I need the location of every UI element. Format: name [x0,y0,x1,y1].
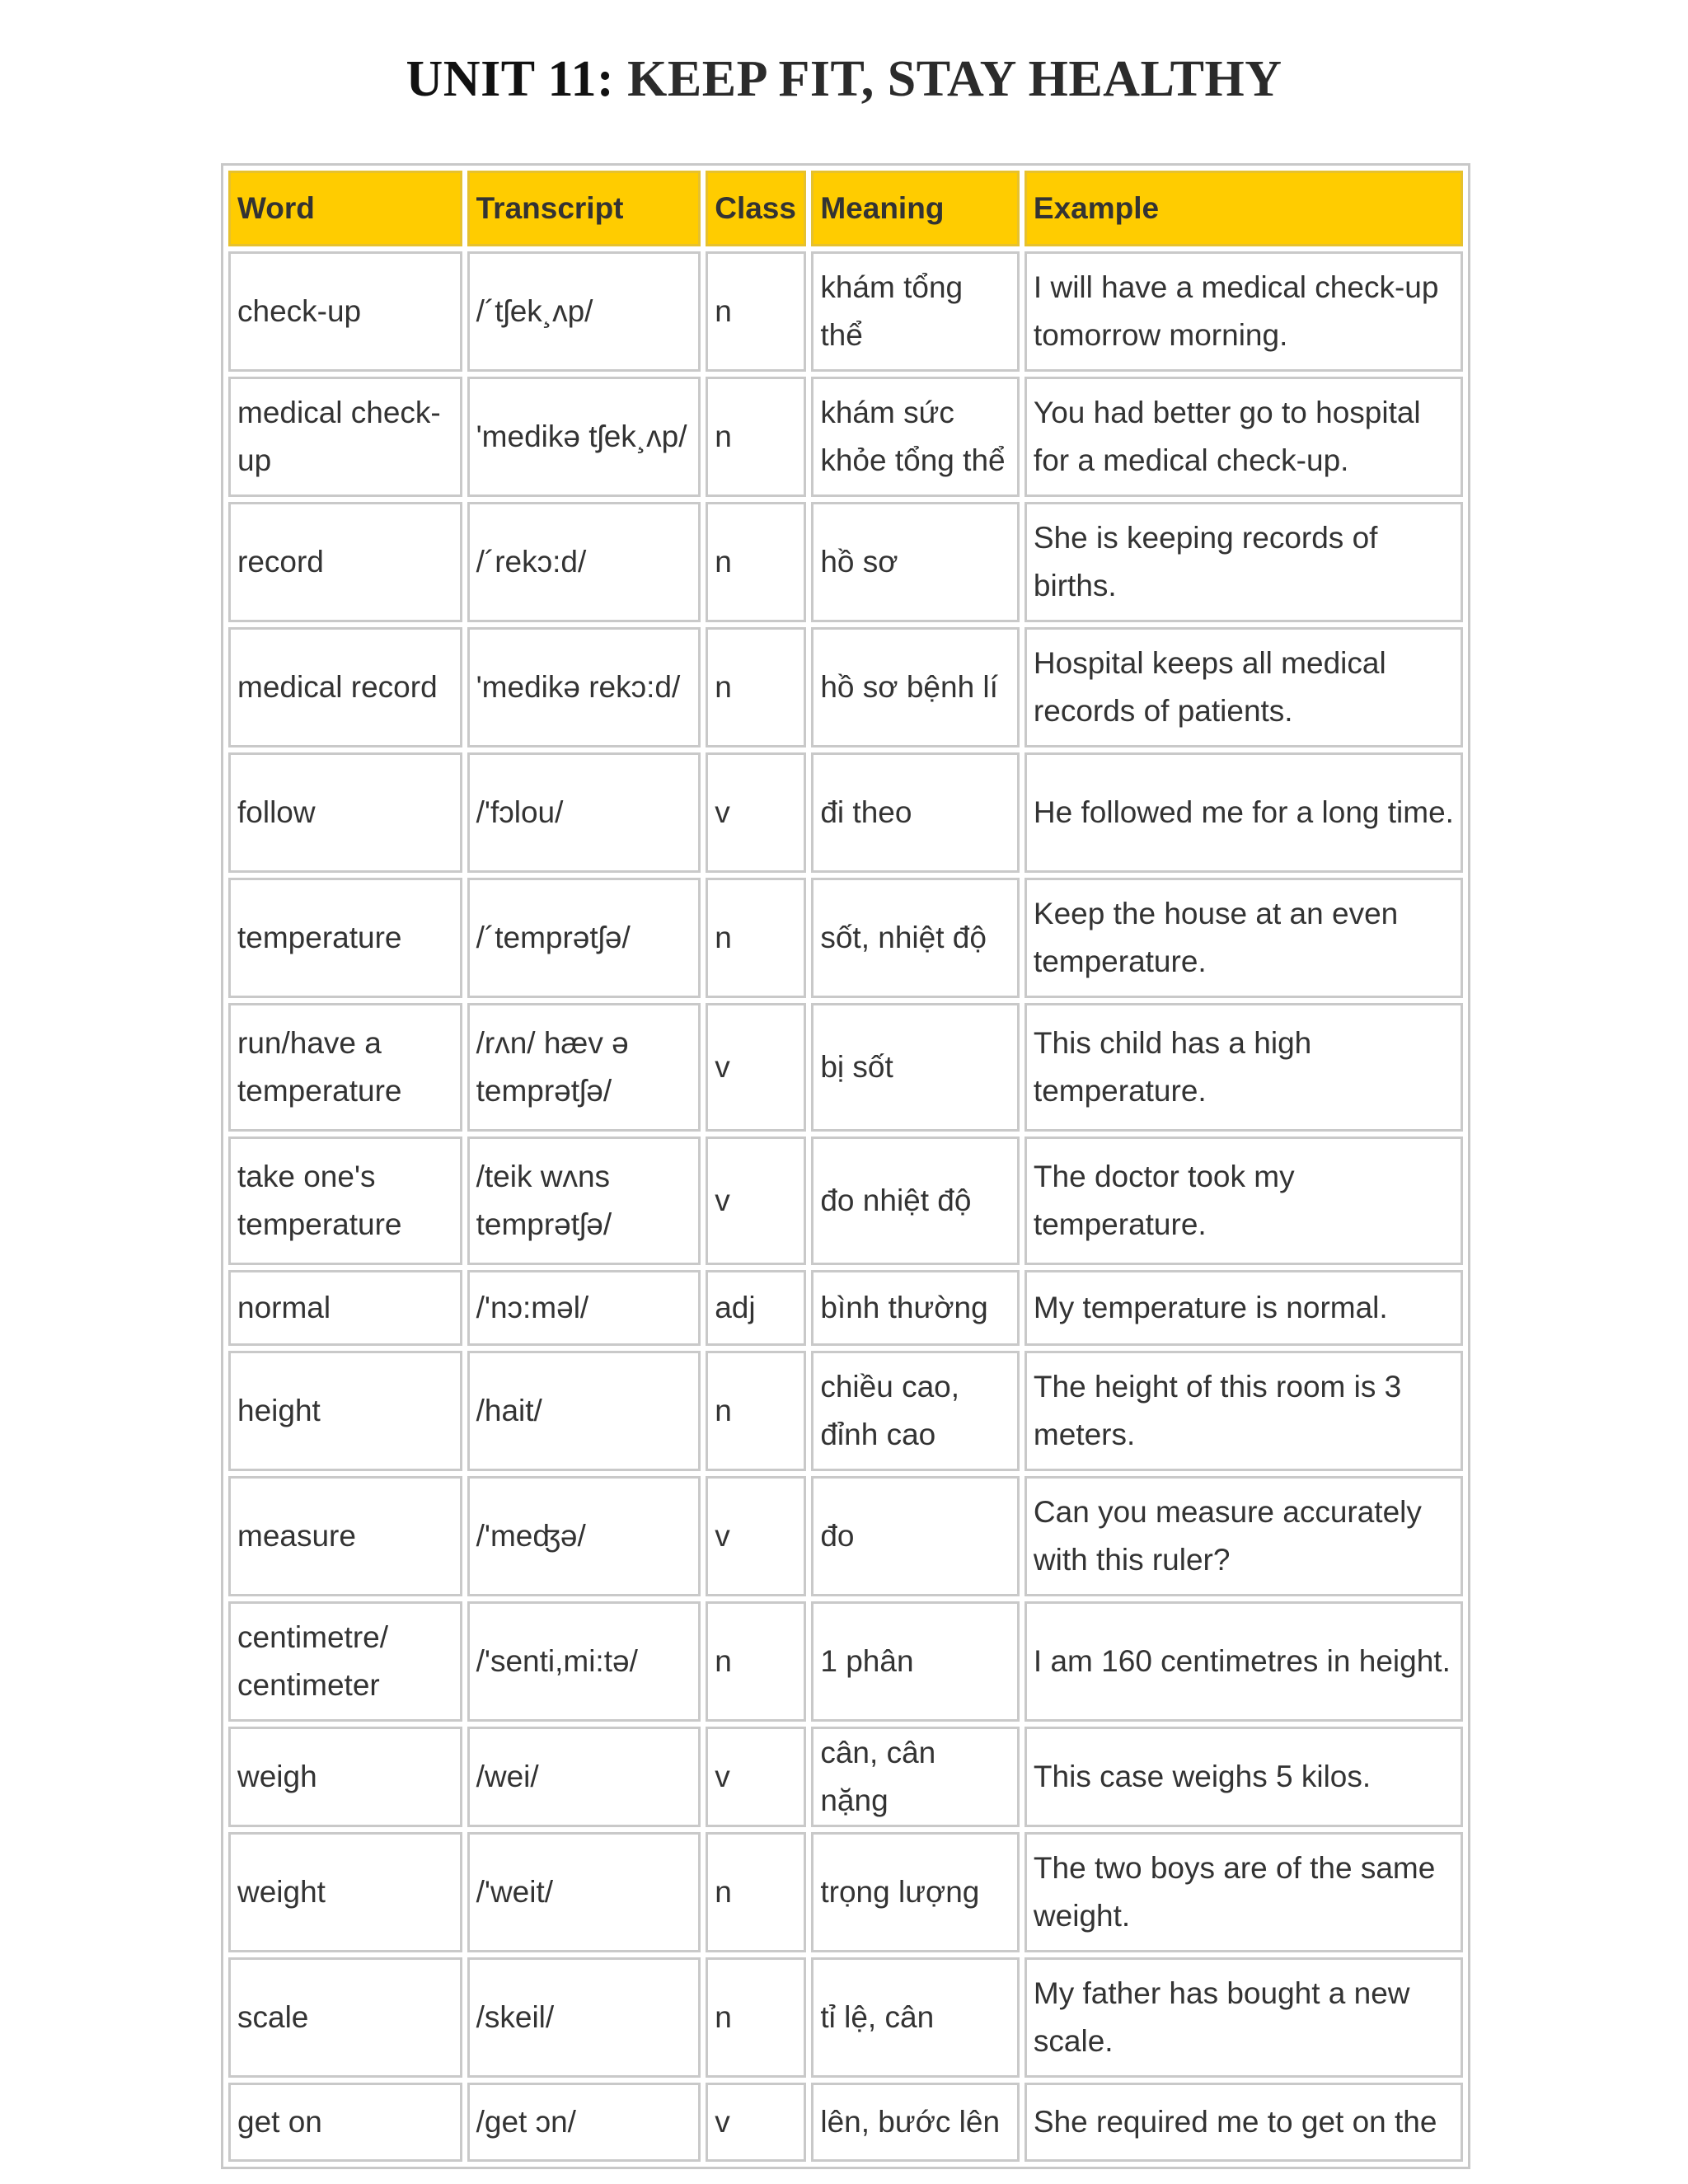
cell-class: n [706,1601,806,1722]
cell-word: medical check-up [228,377,462,497]
cell-class: v [706,1476,806,1596]
cell-meaning: đo [811,1476,1020,1596]
table-row [228,1727,1463,1827]
cell-word: record [228,502,462,622]
cell-example: I will have a medical check-up tomorrow morning. [1025,251,1463,372]
cell-meaning: tỉ lệ, cân [811,1957,1020,2078]
cell-word: temperature [228,878,462,998]
cell-meaning: lên, bước lên [811,2083,1020,2162]
vocabulary-table [221,163,1470,2169]
cell-class: n [706,627,806,748]
cell-meaning: đi theo [811,752,1020,873]
cell-transcript: /'fɔlou/ [467,752,701,873]
cell-class: n [706,878,806,998]
cell-example: The height of this room is 3 meters. [1025,1351,1463,1471]
cell-word: centimetre/ centimeter [228,1601,462,1722]
cell-word: get on [228,2083,462,2162]
cell-transcript: /rʌn/ hæv ə temprətʃə/ [467,1003,701,1132]
cell-class: n [706,1832,806,1952]
cell-meaning: sốt, nhiệt độ [811,878,1020,998]
cell-class: adj [706,1270,806,1346]
table-row [228,2083,1463,2162]
cell-class: n [706,502,806,622]
cell-example: She required me to get on the [1025,2083,1463,2162]
table-row [228,1832,1463,1952]
page-title-unit: UNIT 11: [406,51,615,107]
cell-word: check-up [228,251,462,372]
cell-word: take one's temperature [228,1137,462,1265]
cell-transcript: /´temprətʃə/ [467,878,701,998]
cell-class: n [706,377,806,497]
cell-transcript: /'nɔ:məl/ [467,1270,701,1346]
cell-meaning: 1 phân [811,1601,1020,1722]
cell-meaning: cân, cân nặng [811,1727,1020,1827]
cell-example: She is keeping records of births. [1025,502,1463,622]
table-row [228,377,1463,497]
cell-word: run/have a temperature [228,1003,462,1132]
table-row [228,1351,1463,1471]
cell-meaning: chiều cao, đỉnh cao [811,1351,1020,1471]
header-transcript: Transcript [467,171,701,246]
cell-example: I am 160 centimetres in height. [1025,1601,1463,1722]
cell-meaning: khám sức khỏe tổng thể [811,377,1020,497]
cell-transcript: /'senti,mi:tə/ [467,1601,701,1722]
cell-transcript: /get ɔn/ [467,2083,701,2162]
cell-example: This case weighs 5 kilos. [1025,1727,1463,1827]
cell-meaning: bị sốt [811,1003,1020,1132]
cell-class: v [706,2083,806,2162]
cell-transcript: /´tʃek¸ʌp/ [467,251,701,372]
table-row [228,1270,1463,1346]
cell-class: v [706,1137,806,1265]
cell-transcript: /wei/ [467,1727,701,1827]
table-row [228,251,1463,372]
cell-word: weight [228,1832,462,1952]
table-row [228,1137,1463,1265]
cell-class: n [706,1957,806,2078]
cell-meaning: hồ sơ bệnh lí [811,627,1020,748]
cell-transcript: /skeil/ [467,1957,701,2078]
cell-word: normal [228,1270,462,1346]
cell-class: v [706,1003,806,1132]
cell-meaning: khám tổng thể [811,251,1020,372]
table-row [228,1003,1463,1132]
cell-class: n [706,1351,806,1471]
cell-example: The doctor took my temperature. [1025,1137,1463,1265]
header-example: Example [1025,171,1463,246]
cell-transcript: /'meʤə/ [467,1476,701,1596]
header-class: Class [706,171,806,246]
cell-class: n [706,251,806,372]
cell-class: v [706,752,806,873]
cell-word: weigh [228,1727,462,1827]
cell-example: He followed me for a long time. [1025,752,1463,873]
cell-example: Keep the house at an even temperature. [1025,878,1463,998]
cell-example: Can you measure accurately with this ruler? [1025,1476,1463,1596]
cell-meaning: đo nhiệt độ [811,1137,1020,1265]
cell-transcript: /teik wʌns temprətʃə/ [467,1137,701,1265]
cell-transcript: /hait/ [467,1351,701,1471]
cell-example: This child has a high temperature. [1025,1003,1463,1132]
cell-word: medical record [228,627,462,748]
cell-transcript: 'medikə rekɔ:d/ [467,627,701,748]
cell-example: You had better go to hospital for a medical check-up. [1025,377,1463,497]
cell-word: follow [228,752,462,873]
cell-transcript: /´rekɔ:d/ [467,502,701,622]
cell-meaning: trọng lượng [811,1832,1020,1952]
cell-meaning: bình thường [811,1270,1020,1346]
header-row [228,171,1463,246]
cell-example: Hospital keeps all medical records of patients. [1025,627,1463,748]
cell-class: v [706,1727,806,1827]
cell-transcript: 'medikə tʃek¸ʌp/ [467,377,701,497]
table-row [228,878,1463,998]
header-meaning: Meaning [811,171,1020,246]
table-row [228,1601,1463,1722]
cell-transcript: /'weit/ [467,1832,701,1952]
table-row [228,1957,1463,2078]
table-row [228,627,1463,748]
page-title-text: KEEP FIT, STAY HEALTHY [614,51,1282,107]
page-title [0,48,1688,110]
cell-word: measure [228,1476,462,1596]
header-word: Word [228,171,462,246]
cell-meaning: hồ sơ [811,502,1020,622]
cell-example: The two boys are of the same weight. [1025,1832,1463,1952]
cell-example: My father has bought a new scale. [1025,1957,1463,2078]
cell-word: scale [228,1957,462,2078]
table-row [228,502,1463,622]
cell-word: height [228,1351,462,1471]
cell-example: My temperature is normal. [1025,1270,1463,1346]
table-row [228,1476,1463,1596]
table-row [228,752,1463,873]
